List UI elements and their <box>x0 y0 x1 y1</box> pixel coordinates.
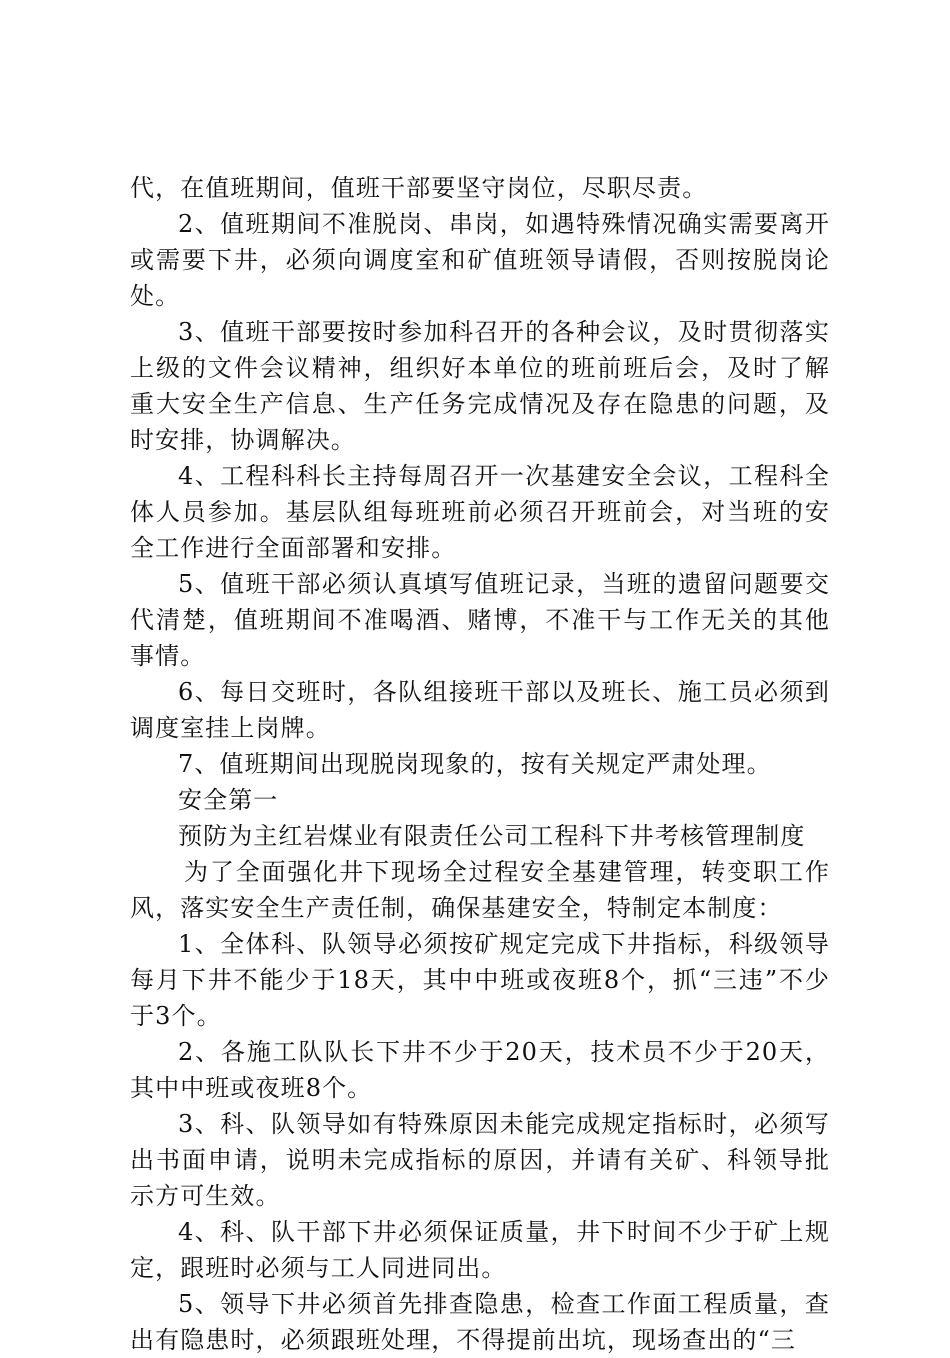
paragraph-item-3: 3、值班干部要按时参加科召开的各种会议，及时贯彻落实上级的文件会议精神，组织好本单位的班前班后会，及时了解重大安全生产信息、生产任务完成情况及存在隐患的问题，及时安排，协调解决。 <box>130 318 830 454</box>
rule-item-1: 1、全体科、队领导必须按矿规定完成下井指标，科级领导每月下井不能少于18天，其中中班或夜班8个，抓“三违”不少于3个。 <box>130 930 830 1030</box>
rule-item-2: 2、各施工队队长下井不少于20天，技术员不少于20天，其中中班或夜班8个。 <box>130 1038 830 1102</box>
paragraph-item-2: 2、值班期间不准脱岗、串岗，如遇特殊情况确实需要离开或需要下井，必须向调度室和矿值班领导请假，否则按脱岗论处。 <box>130 210 830 310</box>
rule-item-5: 5、领导下井必须首先排查隐患，检查工作面工程质量，查出有隐患时，必须跟班处理，不得提前出坑，现场查出的“三 <box>130 1290 830 1354</box>
paragraph-continuation: 代，在值班期间，值班干部要坚守岗位，尽职尽责。 <box>130 174 708 202</box>
slogan-line: 安全第一 <box>178 786 279 814</box>
section-title: 预防为主红岩煤业有限责任公司工程科下井考核管理制度 <box>178 822 806 850</box>
rule-item-3: 3、科、队领导如有特殊原因未能完成规定指标时，必须写出书面申请，说明未完成指标的原因，并请有关矿、科领导批示方可生效。 <box>130 1110 830 1210</box>
paragraph-item-7: 7、值班期间出现脱岗现象的，按有关规定严肃处理。 <box>178 750 772 778</box>
intro-paragraph: 为了全面强化井下现场全过程安全基建管理，转变职工作风，落实安全生产责任制，确保基建安全，特制定本制度： <box>130 858 830 922</box>
paragraph-item-4: 4、工程科科长主持每周召开一次基建安全会议，工程科全体人员参加。基层队组每班班前必须召开班前会，对当班的安全工作进行全面部署和安排。 <box>130 462 830 562</box>
rule-item-4: 4、科、队干部下井必须保证质量，井下时间不少于矿上规定，跟班时必须与工人同进同出。 <box>130 1218 830 1282</box>
document-body <box>130 170 830 1358</box>
paragraph-item-6: 6、每日交班时，各队组接班干部以及班长、施工员必须到调度室挂上岗牌。 <box>130 678 830 742</box>
paragraph-item-5: 5、值班干部必须认真填写值班记录，当班的遗留问题要交代清楚，值班期间不准喝酒、赌博，不准干与工作无关的其他事情。 <box>130 570 830 670</box>
